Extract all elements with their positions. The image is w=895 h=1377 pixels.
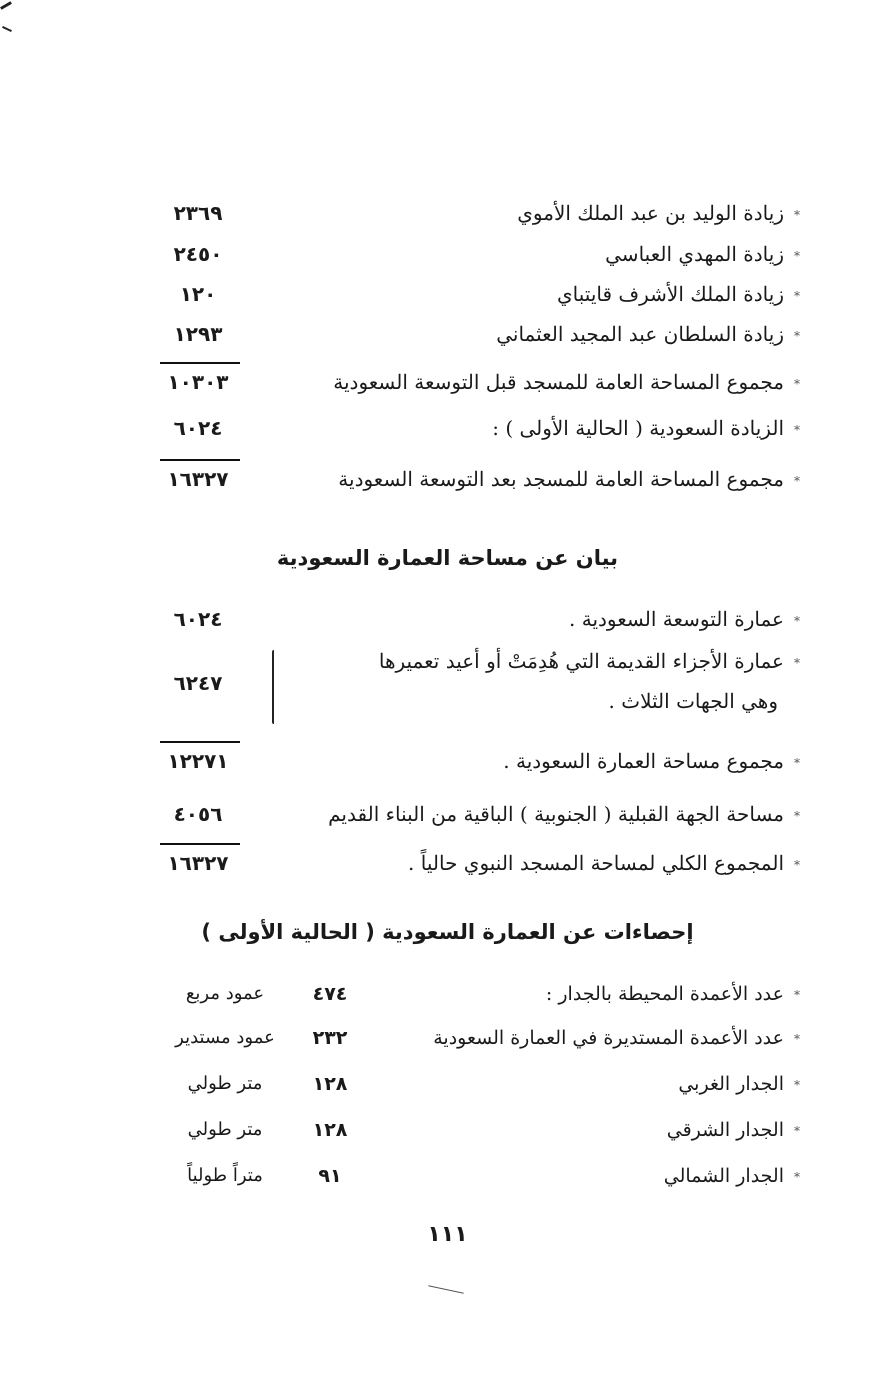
stat-value: ١٢٨	[312, 1119, 348, 1141]
list-item	[150, 195, 800, 231]
bullet-icon: *	[794, 655, 800, 670]
bullet-icon: *	[794, 473, 800, 488]
item-label: *مساحة الجهة القبلية ( الجنوبية ) الباقية من البناء القديم	[328, 802, 800, 826]
bullet-icon: *	[794, 207, 800, 222]
list-item-subtotal	[150, 364, 800, 400]
bullet-icon: *	[794, 857, 800, 872]
section-heading: إحصاءات عن العمارة السعودية ( الحالية الأولى )	[201, 920, 694, 944]
item-value: ١٢٢٧١	[167, 749, 229, 773]
list-item	[150, 410, 800, 446]
bullet-icon: *	[794, 755, 800, 770]
item-value: ٦٠٢٤	[173, 416, 223, 440]
item-value: ٦٠٢٤	[173, 607, 223, 631]
page-number: ١١١	[427, 1222, 468, 1247]
stat-row	[150, 1112, 800, 1148]
stat-unit: عمود مربع	[185, 983, 265, 1004]
item-label: *عمارة الأجزاء القديمة التي هُدِمَتْ أو أعيد تعميرها	[378, 649, 800, 673]
stat-value: ٤٧٤	[312, 983, 348, 1005]
bullet-icon: *	[794, 808, 800, 823]
bullet-icon: *	[794, 422, 800, 437]
bullet-icon: *	[794, 1078, 800, 1092]
bullet-icon: *	[794, 288, 800, 303]
list-item	[150, 601, 800, 637]
stat-unit: متر طولي	[187, 1119, 263, 1140]
item-label: *مجموع مساحة العمارة السعودية .	[503, 749, 800, 773]
bullet-icon: *	[794, 613, 800, 628]
list-item-total	[150, 845, 800, 881]
list-item	[150, 796, 800, 832]
item-label: *المجموع الكلي لمساحة المسجد النبوي حالياً .	[408, 851, 800, 875]
stat-row	[150, 1158, 800, 1194]
item-value: ٦٢٤٧	[173, 671, 223, 695]
item-label: *زيادة الوليد بن عبد الملك الأموي	[517, 201, 800, 225]
stat-label: *الجدار الشرقي	[666, 1119, 800, 1141]
list-item	[150, 236, 800, 272]
stat-unit: عمود مستدير	[175, 1027, 275, 1048]
item-label: *مجموع المساحة العامة للمسجد بعد التوسعة السعودية	[338, 467, 800, 491]
grouping-bracket	[272, 650, 282, 724]
item-value: ١٠٣٠٣	[167, 370, 229, 394]
stat-label: *عدد الأعمدة المحيطة بالجدار :	[545, 983, 800, 1005]
bullet-icon: *	[794, 376, 800, 391]
stat-value: ٩١	[318, 1165, 342, 1187]
item-label: *عمارة التوسعة السعودية .	[569, 607, 800, 631]
item-value: ٤٠٥٦	[173, 802, 223, 826]
list-item-subtotal	[150, 743, 800, 779]
item-label: *زيادة السلطان عبد المجيد العثماني	[496, 322, 800, 346]
bullet-icon: *	[794, 248, 800, 263]
list-item	[150, 276, 800, 312]
item-label: *زيادة الملك الأشرف قايتباي	[557, 282, 800, 306]
item-label-continued: وهي الجهات الثلاث .	[608, 689, 778, 713]
stat-unit: متراً طولياً	[187, 1165, 263, 1186]
scan-artifact-corner	[0, 1, 12, 10]
list-item-total	[150, 461, 800, 497]
bullet-icon: *	[794, 988, 800, 1002]
bullet-icon: *	[794, 1032, 800, 1046]
section-heading: بيان عن مساحة العمارة السعودية	[276, 546, 619, 570]
item-label: *الزيادة السعودية ( الحالية الأولى ) :	[492, 416, 800, 440]
item-value: ١٢٩٣	[173, 322, 223, 346]
item-value: ١٢٠	[179, 282, 217, 306]
stat-label: *الجدار الشمالي	[663, 1165, 800, 1187]
stat-unit: متر طولي	[187, 1073, 263, 1094]
stat-label: *الجدار الغربي	[678, 1073, 800, 1095]
stat-row	[150, 976, 800, 1012]
scan-artifact-smudge	[428, 1285, 463, 1293]
bullet-icon: *	[794, 1124, 800, 1138]
stat-value: ٢٣٢	[312, 1027, 348, 1049]
bullet-icon: *	[794, 328, 800, 343]
item-value: ١٦٣٢٧	[167, 467, 229, 491]
stat-label: *عدد الأعمدة المستديرة في العمارة السعودية	[433, 1027, 800, 1049]
item-value: ٢٤٥٠	[173, 242, 223, 266]
stat-value: ١٢٨	[312, 1073, 348, 1095]
scan-artifact-corner	[2, 26, 12, 32]
bullet-icon: *	[794, 1170, 800, 1184]
item-label: *مجموع المساحة العامة للمسجد قبل التوسعة السعودية	[333, 370, 800, 394]
item-value: ٢٣٦٩	[173, 201, 223, 225]
list-item-multiline	[150, 643, 800, 723]
stat-row	[150, 1020, 800, 1056]
item-label: *زيادة المهدي العباسي	[605, 242, 800, 266]
stat-row	[150, 1066, 800, 1102]
list-item	[150, 316, 800, 352]
item-value: ١٦٣٢٧	[167, 851, 229, 875]
